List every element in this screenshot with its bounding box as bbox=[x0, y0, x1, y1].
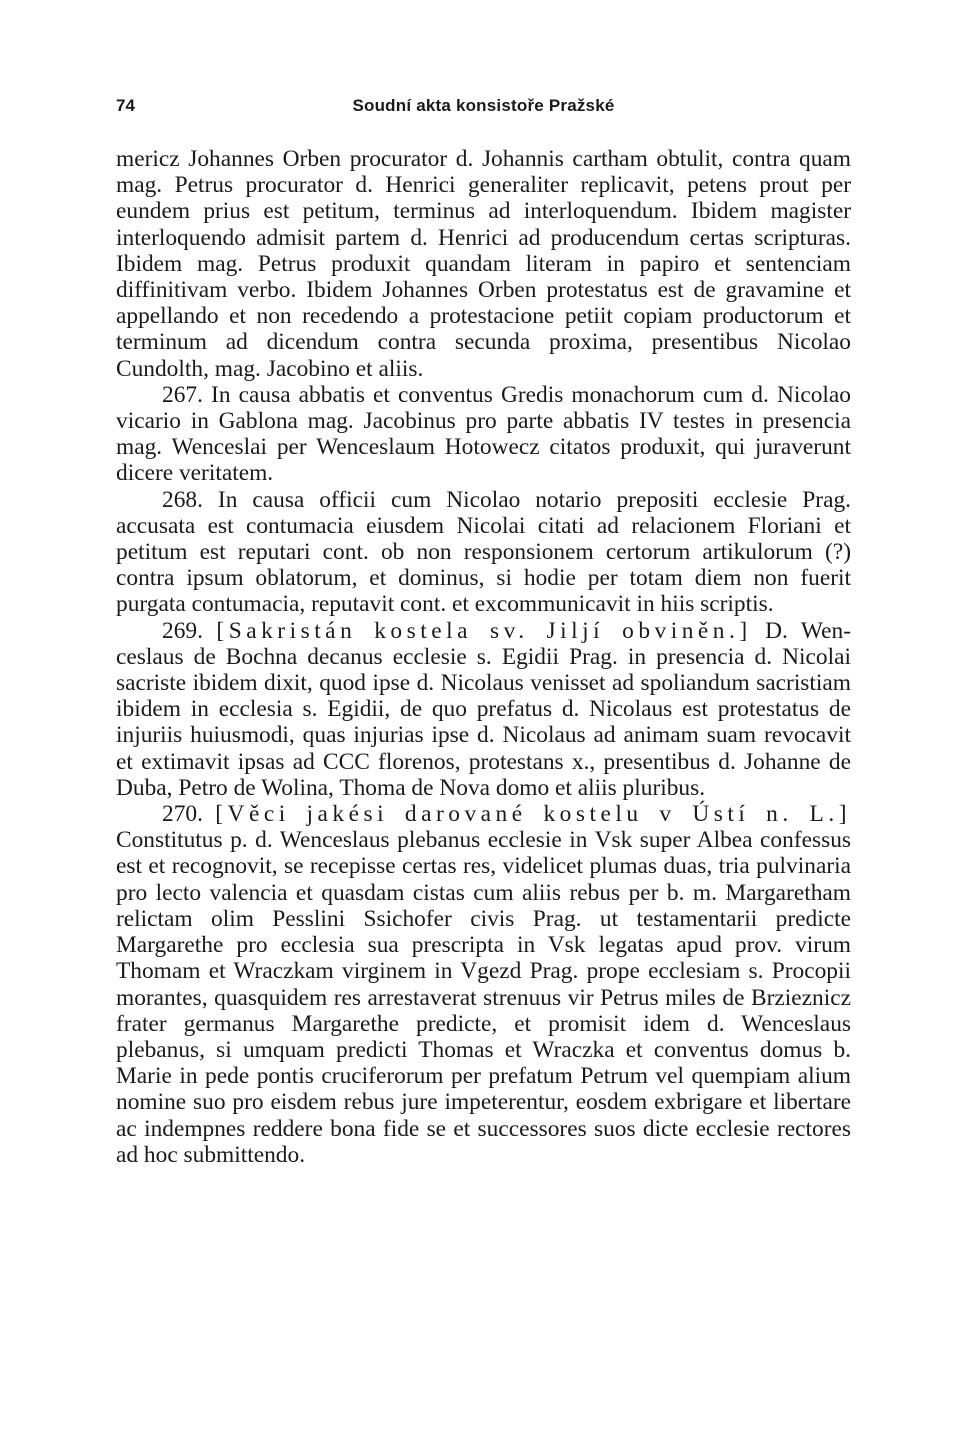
entry-text: Constitutus p. d. Wenceslaus plebanus ecclesie in Vsk super Albea confessus est et recognovit, se recepisse certas res, videlicet plumas duas, tria pulvinaria pro lecto valencia et quasdam cistas cum aliis rebus per b. m. Margaretham relictam olim Pesslini Ssichofer civis Prag. ut testamentarii predicte Margarethe pro ecclesia sua prescripta in Vsk legatas apud prov. virum Thomam et Wraczkam virginem in Vgezd Prag. prope ecclesiam s. Procopii morantes, quasquidem res arrestaverat strenuus vir Petrus miles de Brzieznicz frater germanus Margarethe predicte, et promisit idem d. Wenceslaus plebanus, si umquam predicti Thomas et Wraczka et conventus domus b. Marie in pede pontis cruciferorum per prefatum Petrum vel quempiam alium nomine suo pro eisdem rebus jure impeterentur, eosdem exbrigare et libertare ac indempnes reddere bona fide se et successores suos dicte ecclesie rectores ad hoc submittendo. bbox=[116, 827, 851, 1168]
entry-heading: [Věci jakési darované kostelu v Ústí n. L.] bbox=[215, 801, 851, 828]
running-header bbox=[116, 90, 851, 130]
entry-heading: [Sakristán kostela sv. Jiljí obviněn.] bbox=[216, 617, 752, 644]
page-number: 74 bbox=[116, 96, 135, 115]
entry-number: 269. bbox=[162, 617, 203, 644]
body-text bbox=[116, 146, 851, 1168]
running-title: Soudní akta konsistoře Pražské bbox=[352, 96, 615, 115]
entry-text: In causa abbatis et conventus Gredis monachorum cum d. Nicolao vicario in Gablona mag. Jacobinus pro parte abbatis IV testes in presencia mag. Wenceslai per Wenceslaum Hotowecz citatos produxit, qui juraverunt dicere veritatem. bbox=[116, 381, 851, 487]
entry-270 bbox=[116, 801, 851, 1168]
entry-269 bbox=[116, 618, 851, 801]
entry-268 bbox=[116, 487, 851, 618]
entry-number: 267. bbox=[162, 381, 203, 408]
entry-number: 268. bbox=[162, 486, 203, 513]
entry-text: In causa officii cum Nicolao notario prepositi ecclesie Prag. accusata est contumacia eiusdem Nicolai citati ad relacionem Floriani et petitum est reputari cont. ob non responsionem certorum artikulorum (?) contra ipsum oblatorum, et dominus, si hodie per totam diem non fuerit purgata contumacia, reputavit cont. et excommunicavit in hiis scriptis. bbox=[116, 486, 851, 618]
document-page bbox=[116, 90, 851, 1168]
continuation-paragraph: mericz Johannes Orben procurator d. Johannis cartham obtulit, contra quam mag. Petrus procurator d. Henrici generaliter replicavit, petens prout per eundem prius est petitum, terminus ad interloquendum. Ibidem magister interloquendo admisit partem d. Henrici ad producendum certas scripturas. Ibidem mag. Petrus produxit quandam literam in papiro et sentenciam diffinitivam verbo. Ibidem Johannes Orben protestatus est de gravamine et appellando et non recedendo a protestacione petiit copiam productorum et terminum ad dicendum contra secunda proxima, presentibus Nicolao Cundolth, mag. Jacobino et aliis. bbox=[116, 146, 851, 382]
entry-267 bbox=[116, 382, 851, 487]
entry-number: 270. bbox=[162, 801, 203, 828]
entry-text: D. Wenceslaus de Bochna decanus ecclesie s. Egidii Prag. in presencia d. Nicolai sacriste ibidem dixit, quod ipse d. Nicolaus venisset ad spoliandum sacristiam ibidem in ecclesia s. Egidii, de quo prefatus d. Nicolaus est protestatus de injuriis huiusmodi, quas injurias ipse d. Nicolaus ad animam suam revocavit et extimavit ipsas ad CCC florenos, protestans x., presentibus d. Johanne de Duba, Petro de Wolina, Thoma de Nova domo et aliis pluribus. bbox=[116, 617, 851, 801]
